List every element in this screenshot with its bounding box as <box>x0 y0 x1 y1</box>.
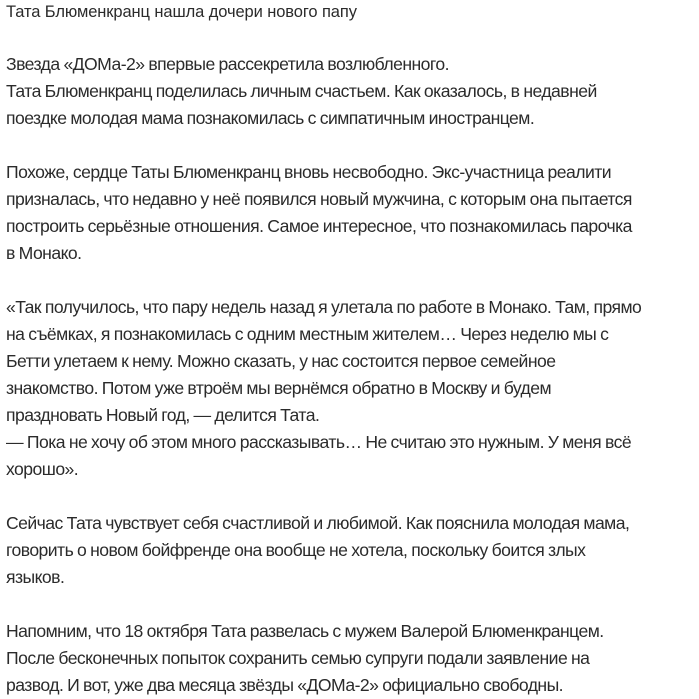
spacer <box>6 24 699 51</box>
text-line: в Монако. <box>6 243 82 263</box>
text-line: на съёмках, я познакомилась с одним местным жителем… Через неделю мы с <box>6 324 609 344</box>
text-line: Напомним, что 18 октября Тата развелась с мужем Валерой Блюменкранцем. <box>6 621 604 641</box>
text-line: знакомство. Потом уже втроём мы вернёмся обратно в Москву и будем <box>6 378 552 398</box>
text-line: — Пока не хочу об этом много рассказывать… Не считаю это нужным. У меня всё <box>6 432 632 452</box>
text-line: говорить о новом бойфренде она вообще не хотела, поскольку боится злых <box>6 540 586 560</box>
text-line: хорошо». <box>6 459 79 479</box>
paragraph-feelings <box>6 510 699 591</box>
text-line: призналась, что недавно у неё появился новый мужчина, с которым она пытается <box>6 189 632 209</box>
text-line: Бетти улетаем к нему. Можно сказать, у нас состоится первое семейное <box>6 351 556 371</box>
text-line: поездке молодая мама познакомилась с симпатичным иностранцем. <box>6 108 535 128</box>
text-line: После бесконечных попыток сохранить семью супруги подали заявление на <box>6 648 590 668</box>
text-line: языков. <box>6 567 65 587</box>
paragraph-intro <box>6 51 699 132</box>
spacer <box>6 132 699 159</box>
paragraph-quote <box>6 294 699 483</box>
article-title: Тата Блюменкранц нашла дочери нового папу <box>6 3 357 21</box>
text-line: Тата Блюменкранц поделилась личным счастьем. Как оказалось, в недавней <box>6 81 597 101</box>
text-line: Сейчас Тата чувствует себя счастливой и любимой. Как пояснила молодая мама, <box>6 513 630 533</box>
paragraph-new-man <box>6 159 699 267</box>
text-line: Звезда «ДОМа-2» впервые рассекретила возлюбленного. <box>6 54 449 74</box>
text-line: праздновать Новый год, — делится Тата. <box>6 405 320 425</box>
text-line: развод. И вот, уже два месяца звёзды «ДОМа-2» официально свободны. <box>6 675 564 695</box>
spacer <box>6 591 699 618</box>
text-line: «Так получилось, что пару недель назад я улетала по работе в Монако. Там, прямо <box>6 297 642 317</box>
spacer <box>6 267 699 294</box>
paragraph-divorce <box>6 618 699 699</box>
text-line: построить серьёзные отношения. Самое интересное, что познакомилась парочка <box>6 216 632 236</box>
text-line: Похоже, сердце Таты Блюменкранц вновь несвободно. Экс-участница реалити <box>6 162 612 182</box>
spacer <box>6 483 699 510</box>
